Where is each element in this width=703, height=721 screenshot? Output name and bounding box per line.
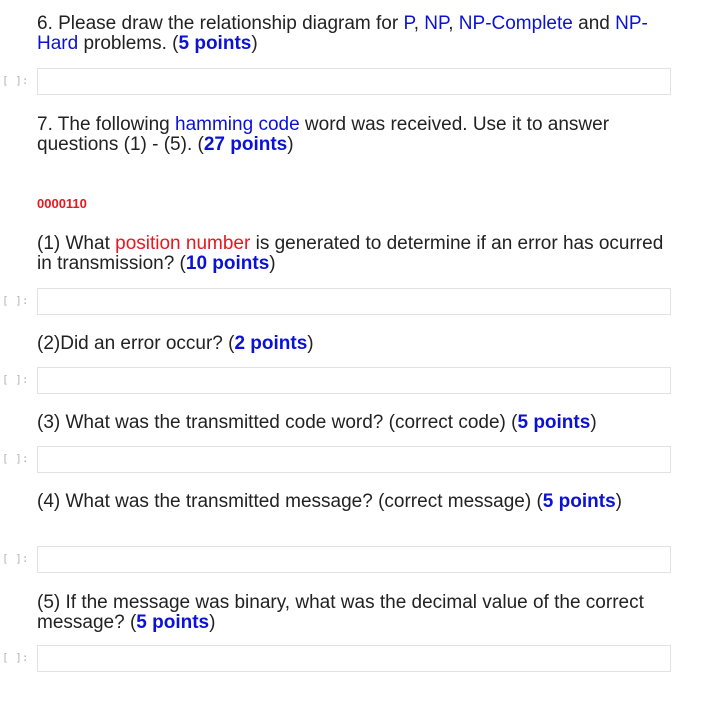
cell-prompt: [ ]: xyxy=(2,294,29,307)
subquestion-3-text xyxy=(37,413,677,433)
text-segment: problems. ( xyxy=(78,33,179,54)
text-segment: ) xyxy=(615,491,622,512)
points-label: 2 points xyxy=(234,333,308,354)
text-segment: ) xyxy=(287,134,294,155)
subquestion-4-text xyxy=(37,492,677,512)
points-label: 10 points xyxy=(185,253,270,274)
text-segment: 7. The following xyxy=(37,114,176,135)
term-position-number: position number xyxy=(115,233,251,254)
points-label: 27 points xyxy=(203,134,288,155)
received-code-word: 0000110 xyxy=(37,196,87,211)
text-segment: , xyxy=(413,13,425,34)
code-cell-sub1[interactable] xyxy=(37,288,671,315)
text-segment: (1) What xyxy=(37,233,116,254)
term-np-hard: NP-Hard xyxy=(37,13,648,54)
points-label: 5 points xyxy=(178,33,252,54)
text-segment: ) xyxy=(209,612,216,633)
term-np: NP xyxy=(424,13,449,34)
subquestion-1-text xyxy=(37,234,677,274)
cell-prompt: [ ]: xyxy=(2,552,29,565)
text-segment: is generated to determine if an error has ocurred in transmission? ( xyxy=(37,233,669,274)
points-label: 5 points xyxy=(517,412,591,433)
text-segment: 6. Please draw the relationship diagram for xyxy=(37,13,404,34)
text-segment: ) xyxy=(251,33,258,54)
cell-prompt: [ ]: xyxy=(2,452,29,465)
subquestion-5-text xyxy=(37,593,677,633)
term-p: P xyxy=(403,13,414,34)
question-7-text xyxy=(37,115,677,155)
text-segment: word was received. Use it to answer questions (1) - (5). ( xyxy=(37,114,615,155)
points-label: 5 points xyxy=(136,612,210,633)
cell-prompt: [ ]: xyxy=(2,74,29,87)
text-segment: (4) What was the transmitted message? (correct message) ( xyxy=(37,491,543,512)
code-cell-sub3[interactable] xyxy=(37,446,671,473)
text-segment: ) xyxy=(590,412,597,433)
points-label: 5 points xyxy=(542,491,616,512)
term-hamming-code: hamming code xyxy=(175,114,300,135)
subquestion-2-text xyxy=(37,334,677,354)
question-6-text xyxy=(37,14,677,54)
text-segment: (5) If the message was binary, what was the decimal value of the correct message? ( xyxy=(37,592,650,633)
text-segment: , xyxy=(448,13,459,34)
text-segment: (3) What was the transmitted code word? (correct code) ( xyxy=(37,412,518,433)
term-np-complete: NP-Complete xyxy=(458,13,573,34)
code-cell-q6[interactable] xyxy=(37,68,671,95)
cell-prompt: [ ]: xyxy=(2,651,29,664)
text-segment: (2)Did an error occur? ( xyxy=(37,333,235,354)
text-segment: ) xyxy=(307,333,314,354)
text-segment: and xyxy=(572,13,616,34)
code-cell-sub2[interactable] xyxy=(37,367,671,394)
cell-prompt: [ ]: xyxy=(2,373,29,386)
code-cell-sub5[interactable] xyxy=(37,645,671,672)
code-cell-sub4[interactable] xyxy=(37,546,671,573)
text-segment: ) xyxy=(269,253,276,274)
